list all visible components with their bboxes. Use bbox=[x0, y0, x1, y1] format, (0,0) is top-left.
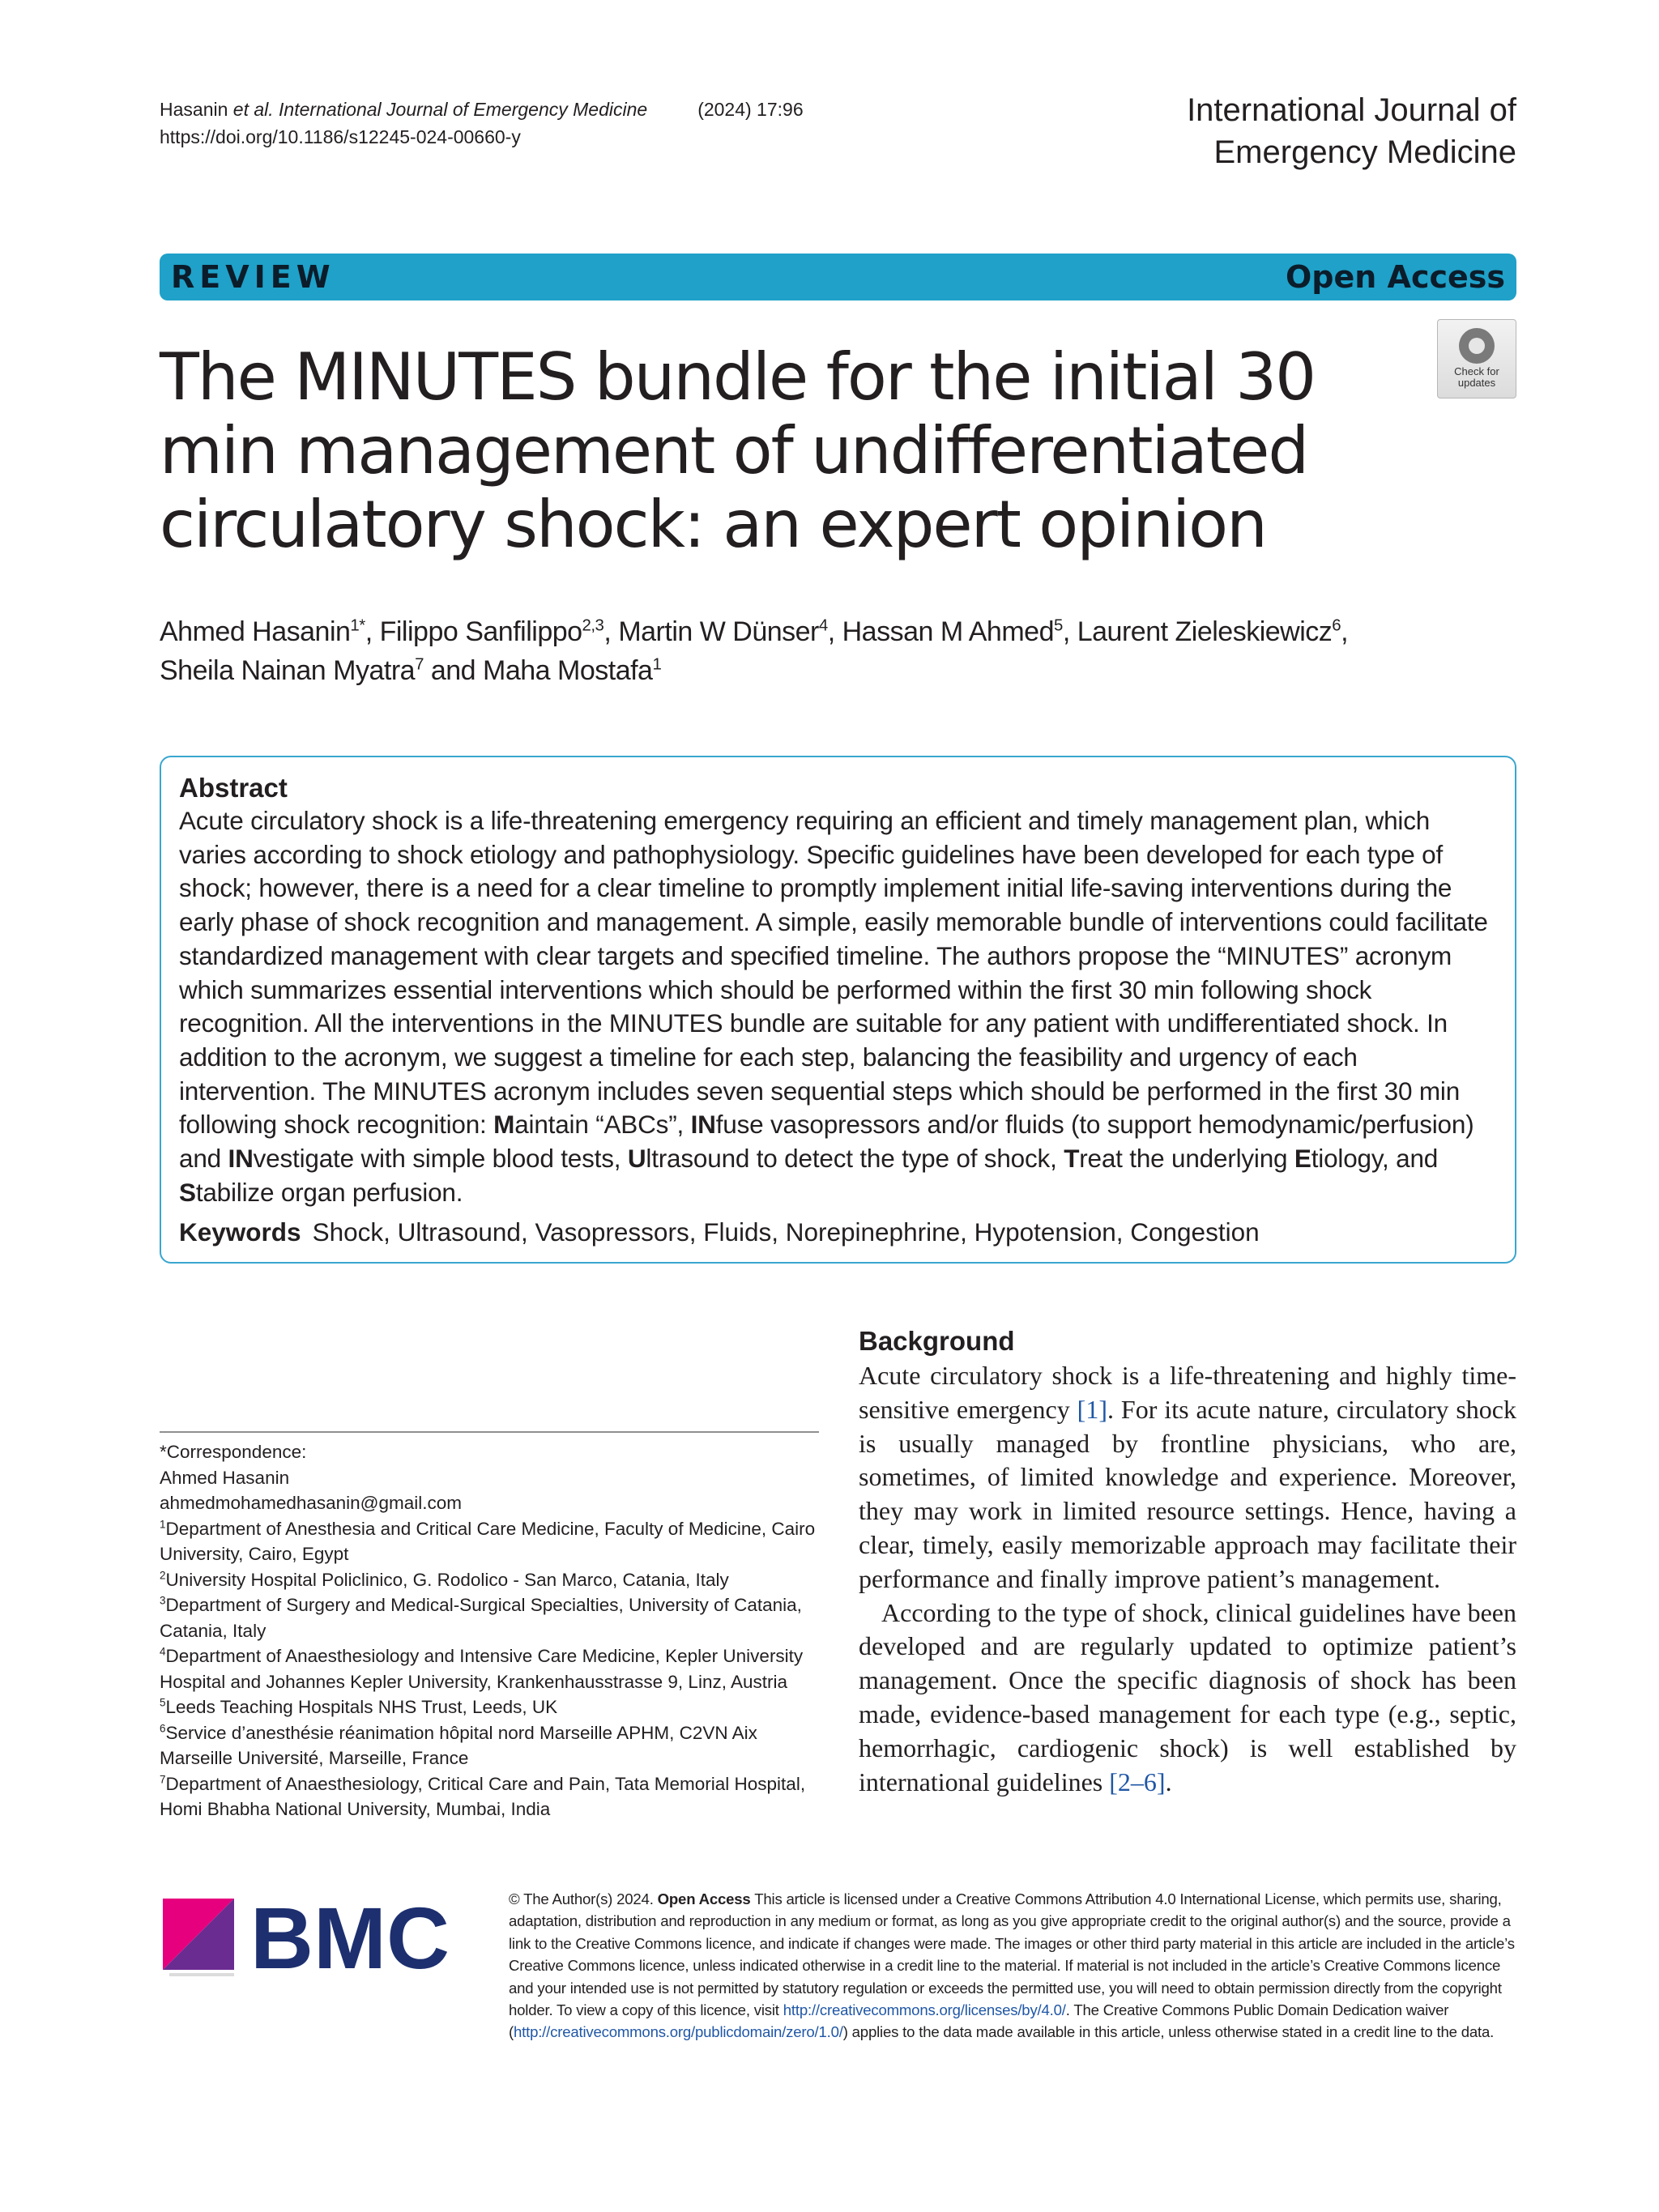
license-text: This article is licensed under a Creative Commons Attribution 4.0 International License, which permits use, sharing, adaptation, distribution and reproduction in any medium or format, as long as you give appropriate credit to the original author(s) and the source, provide a link to the Creative Commons licence, and indicate if changes were made. The images or other third party material in this article are included in the article’s Creative Commons licence, unless indicated otherwise in a credit line to the material. If material is not included in the article’s Creative Commons licence and your intended use is not permitted by statutory regulation or exceeds the permitted use, you will need to obtain permission directly from the copyright holder. To view a copy of this licence, visit bbox=[509, 1890, 1515, 2019]
affiliation-item bbox=[160, 1592, 819, 1643]
author-entry bbox=[618, 616, 842, 647]
license-text: . The Creative Commons Public Domain Dedication waiver ( bbox=[509, 2001, 1449, 2041]
section-heading: Background bbox=[859, 1326, 1015, 1356]
bmc-logo bbox=[160, 1892, 467, 1981]
correspondence-name: Ahmed Hasanin bbox=[160, 1467, 290, 1488]
author-entry bbox=[1077, 616, 1348, 647]
logo-shadow bbox=[169, 1973, 234, 1976]
background-paragraph bbox=[859, 1596, 1516, 1800]
author-separator: , bbox=[603, 616, 619, 647]
open-access-bold: Open Access bbox=[657, 1890, 751, 1907]
license-statement bbox=[509, 1888, 1518, 2044]
affiliation-text: Service d’anesthésie réanimation hôpital nord Marseille APHM, C2VN Aix Marseille Université, Marseille, France bbox=[160, 1722, 757, 1768]
author-name[interactable]: Martin W Dünser bbox=[618, 616, 819, 647]
acronym-letter: IN bbox=[228, 1144, 254, 1174]
author-affiliation-sup: 1* bbox=[350, 616, 365, 635]
author-affiliation-sup: 5 bbox=[1053, 616, 1063, 635]
affiliation-item bbox=[160, 1516, 819, 1567]
article-title: The MINUTES bundle for the initial 30 min management of undifferentiated circulatory shock: an expert opinion bbox=[160, 339, 1316, 562]
correspondence-email[interactable]: ahmedmohamedhasanin@gmail.com bbox=[160, 1493, 463, 1513]
keywords bbox=[179, 1216, 1497, 1249]
affiliation-number: 5 bbox=[160, 1696, 166, 1709]
correspondence-label: *Correspondence: bbox=[160, 1442, 307, 1462]
keywords-label: Keywords bbox=[179, 1217, 301, 1247]
citation-volume: (2024) 17:96 bbox=[697, 99, 804, 120]
affiliation-text: Department of Anesthesia and Critical Care Medicine, Faculty of Medicine, Cairo University, Cairo, Egypt bbox=[160, 1518, 816, 1564]
affiliation-item bbox=[160, 1567, 819, 1593]
author-separator: , bbox=[1341, 616, 1349, 647]
paragraph-text: . For its acute nature, circulatory shock is usually managed by frontline physicians, who are, sometimes, of limited knowledge and experience. Moreover, they may work in limited resource settings. Hence, having a clear, timely, easily memorizable approach may facilitate their performance and finally improve patient’s management. bbox=[859, 1394, 1517, 1593]
author-affiliation-sup: 4 bbox=[818, 616, 828, 635]
citation-etal: et al. bbox=[232, 99, 274, 120]
affiliation-item bbox=[160, 1643, 819, 1694]
citation-line bbox=[160, 96, 804, 123]
keywords-list: Shock, Ultrasound, Vasopressors, Fluids, Norepinephrine, Hypotension, Congestion bbox=[312, 1217, 1260, 1247]
crossmark-icon bbox=[1459, 328, 1495, 364]
citation-header bbox=[160, 96, 804, 151]
acronym-step: ltrasound to detect the type of shock, bbox=[646, 1144, 1064, 1174]
citation-journal: International Journal of Emergency Medicine bbox=[273, 99, 648, 120]
affiliation-number: 7 bbox=[160, 1773, 166, 1785]
license-link[interactable]: http://creativecommons.org/licenses/by/4.0/ bbox=[783, 2001, 1066, 2019]
article-type: REVIEW bbox=[171, 259, 335, 295]
acronym-step: fuse vasopressors and/or fluids (to support hemodynamic/perfusion) and bbox=[179, 1110, 1474, 1174]
acronym-letter: M bbox=[493, 1110, 515, 1140]
acronym-step: aintain “ABCs”, bbox=[514, 1110, 691, 1140]
journal-name-line2: Emergency Medicine bbox=[1213, 134, 1516, 170]
abstract-heading: Abstract bbox=[179, 773, 288, 803]
affiliation-item bbox=[160, 1771, 819, 1822]
author-separator: , bbox=[1062, 616, 1077, 647]
affiliation-text: Department of Anaesthesiology, Critical Care and Pain, Tata Memorial Hospital, Homi Bhabha National University, Mumbai, India bbox=[160, 1773, 806, 1819]
paragraph-text: . bbox=[1165, 1767, 1172, 1796]
abstract-main: Acute circulatory shock is a life-threatening emergency requiring an efficient and timely management plan, which varies according to shock etiology and pathophysiology. Specific guidelines have been developed for each type of shock; however, there is a need for a clear timeline to promptly implement initial life-saving interventions during the early phase of shock recognition and management. A simple, easily memorable bundle of interventions could facilitate standardized management with clear targets and specified timeline. The authors propose the “MINUTES” acronym which summarizes essential interventions which should be performed within the first 30 min following shock recognition. All the interventions in the MINUTES bundle are suitable for any patient with undifferentiated shock. In addition to the acronym, we suggest a timeline for each step, balancing the feasibility and urgency of each intervention. The MINUTES acronym includes seven sequential steps which should be performed in the first 30 min following shock recognition: bbox=[179, 806, 1488, 1140]
author-separator: and bbox=[423, 655, 484, 686]
affiliation-list bbox=[160, 1516, 819, 1822]
author-name[interactable]: Laurent Zieleskiewicz bbox=[1077, 616, 1333, 647]
public-domain-link[interactable]: http://creativecommons.org/publicdomain/zero/1.0/ bbox=[514, 2023, 843, 2041]
author-entry bbox=[380, 616, 619, 647]
affiliation-item bbox=[160, 1694, 819, 1720]
affiliation-text: Department of Anaesthesiology and Intensive Care Medicine, Kepler University Hospital and Johannes Kepler University, Krankenhausstrasse 9, Linz, Austria bbox=[160, 1646, 804, 1692]
acronym-step: reat the underlying bbox=[1079, 1144, 1294, 1174]
author-affiliation-sup: 1 bbox=[652, 655, 662, 674]
logo-text: BMC bbox=[250, 1892, 450, 1981]
author-entry bbox=[160, 655, 483, 686]
paragraph-text: According to the type of shock, clinical guidelines have been developed and are regularly updated to optimize patient’s management. Once the specific diagnosis of shock has been made, evidence-based management for each type (e.g., septic, hemorrhagic, cardiogenic shock) is well established by international guidelines bbox=[859, 1597, 1516, 1796]
citation-link[interactable]: [2–6] bbox=[1109, 1767, 1166, 1796]
background-section bbox=[859, 1325, 1516, 1799]
correspondence-divider bbox=[160, 1431, 819, 1433]
license-text: ) applies to the data made available in this article, unless otherwise stated in a credit line to the data. bbox=[842, 2023, 1495, 2041]
acronym-step: vestigate with simple blood tests, bbox=[253, 1144, 628, 1174]
author-name[interactable]: Filippo Sanfilippo bbox=[379, 616, 582, 647]
citation-link[interactable]: [1] bbox=[1077, 1394, 1107, 1424]
author-separator: , bbox=[827, 616, 842, 647]
abstract-text bbox=[179, 804, 1497, 1209]
affiliation-text: Leeds Teaching Hospitals NHS Trust, Leeds, UK bbox=[165, 1697, 558, 1717]
acronym-letter: E bbox=[1294, 1144, 1311, 1174]
affiliation-number: 1 bbox=[160, 1518, 166, 1530]
abstract-box bbox=[160, 756, 1516, 1264]
journal-name-line1: International Journal of bbox=[1187, 92, 1516, 128]
article-type-banner bbox=[160, 254, 1516, 300]
author-entry bbox=[160, 616, 380, 647]
author-name[interactable]: Maha Mostafa bbox=[483, 655, 653, 686]
doi-link[interactable]: https://doi.org/10.1186/s12245-024-00660-y bbox=[160, 126, 521, 147]
open-access-label: Open Access bbox=[1285, 259, 1505, 295]
author-affiliation-sup: 2,3 bbox=[582, 616, 604, 635]
acronym-letter: U bbox=[627, 1144, 646, 1174]
author-affiliation-sup: 6 bbox=[1332, 616, 1341, 635]
citation-authors: Hasanin bbox=[160, 99, 233, 120]
author-list bbox=[160, 612, 1423, 690]
author-entry bbox=[483, 655, 661, 686]
affiliation-number: 2 bbox=[160, 1569, 166, 1581]
affiliation-number: 3 bbox=[160, 1594, 166, 1607]
affiliation-text: Department of Surgery and Medical-Surgical Specialties, University of Catania, Catania, Italy bbox=[160, 1595, 802, 1641]
affiliation-text: University Hospital Policlinico, G. Rodolico - San Marco, Catania, Italy bbox=[165, 1569, 729, 1590]
acronym-letter: S bbox=[179, 1177, 196, 1207]
journal-name bbox=[1063, 89, 1516, 173]
affiliation-number: 6 bbox=[160, 1722, 166, 1734]
check-updates-line2: updates bbox=[1457, 377, 1496, 389]
author-name[interactable]: Ahmed Hasanin bbox=[160, 616, 351, 647]
author-name[interactable]: Sheila Nainan Myatra bbox=[160, 655, 416, 686]
paragraph-text: Acute circulatory shock is a life-threatening and highly time-sensitive emergency bbox=[859, 1361, 1516, 1424]
acronym-step: tiology, and bbox=[1311, 1144, 1439, 1174]
affiliation-item bbox=[160, 1720, 819, 1771]
check-for-updates-text bbox=[1438, 366, 1516, 389]
acronym-step: tabilize organ perfusion. bbox=[195, 1177, 463, 1207]
author-affiliation-sup: 7 bbox=[415, 655, 424, 674]
copyright-text: © The Author(s) 2024. bbox=[509, 1890, 658, 1907]
author-separator: , bbox=[365, 616, 380, 647]
check-updates-line1: Check for bbox=[1454, 365, 1499, 377]
affiliation-number: 4 bbox=[160, 1645, 166, 1658]
correspondence-block bbox=[160, 1439, 819, 1822]
background-paragraph bbox=[859, 1359, 1516, 1596]
check-for-updates-badge[interactable] bbox=[1437, 319, 1516, 399]
acronym-letter: IN bbox=[690, 1110, 716, 1140]
author-entry bbox=[842, 616, 1077, 647]
author-name[interactable]: Hassan M Ahmed bbox=[842, 616, 1054, 647]
acronym-letter: T bbox=[1064, 1144, 1080, 1174]
